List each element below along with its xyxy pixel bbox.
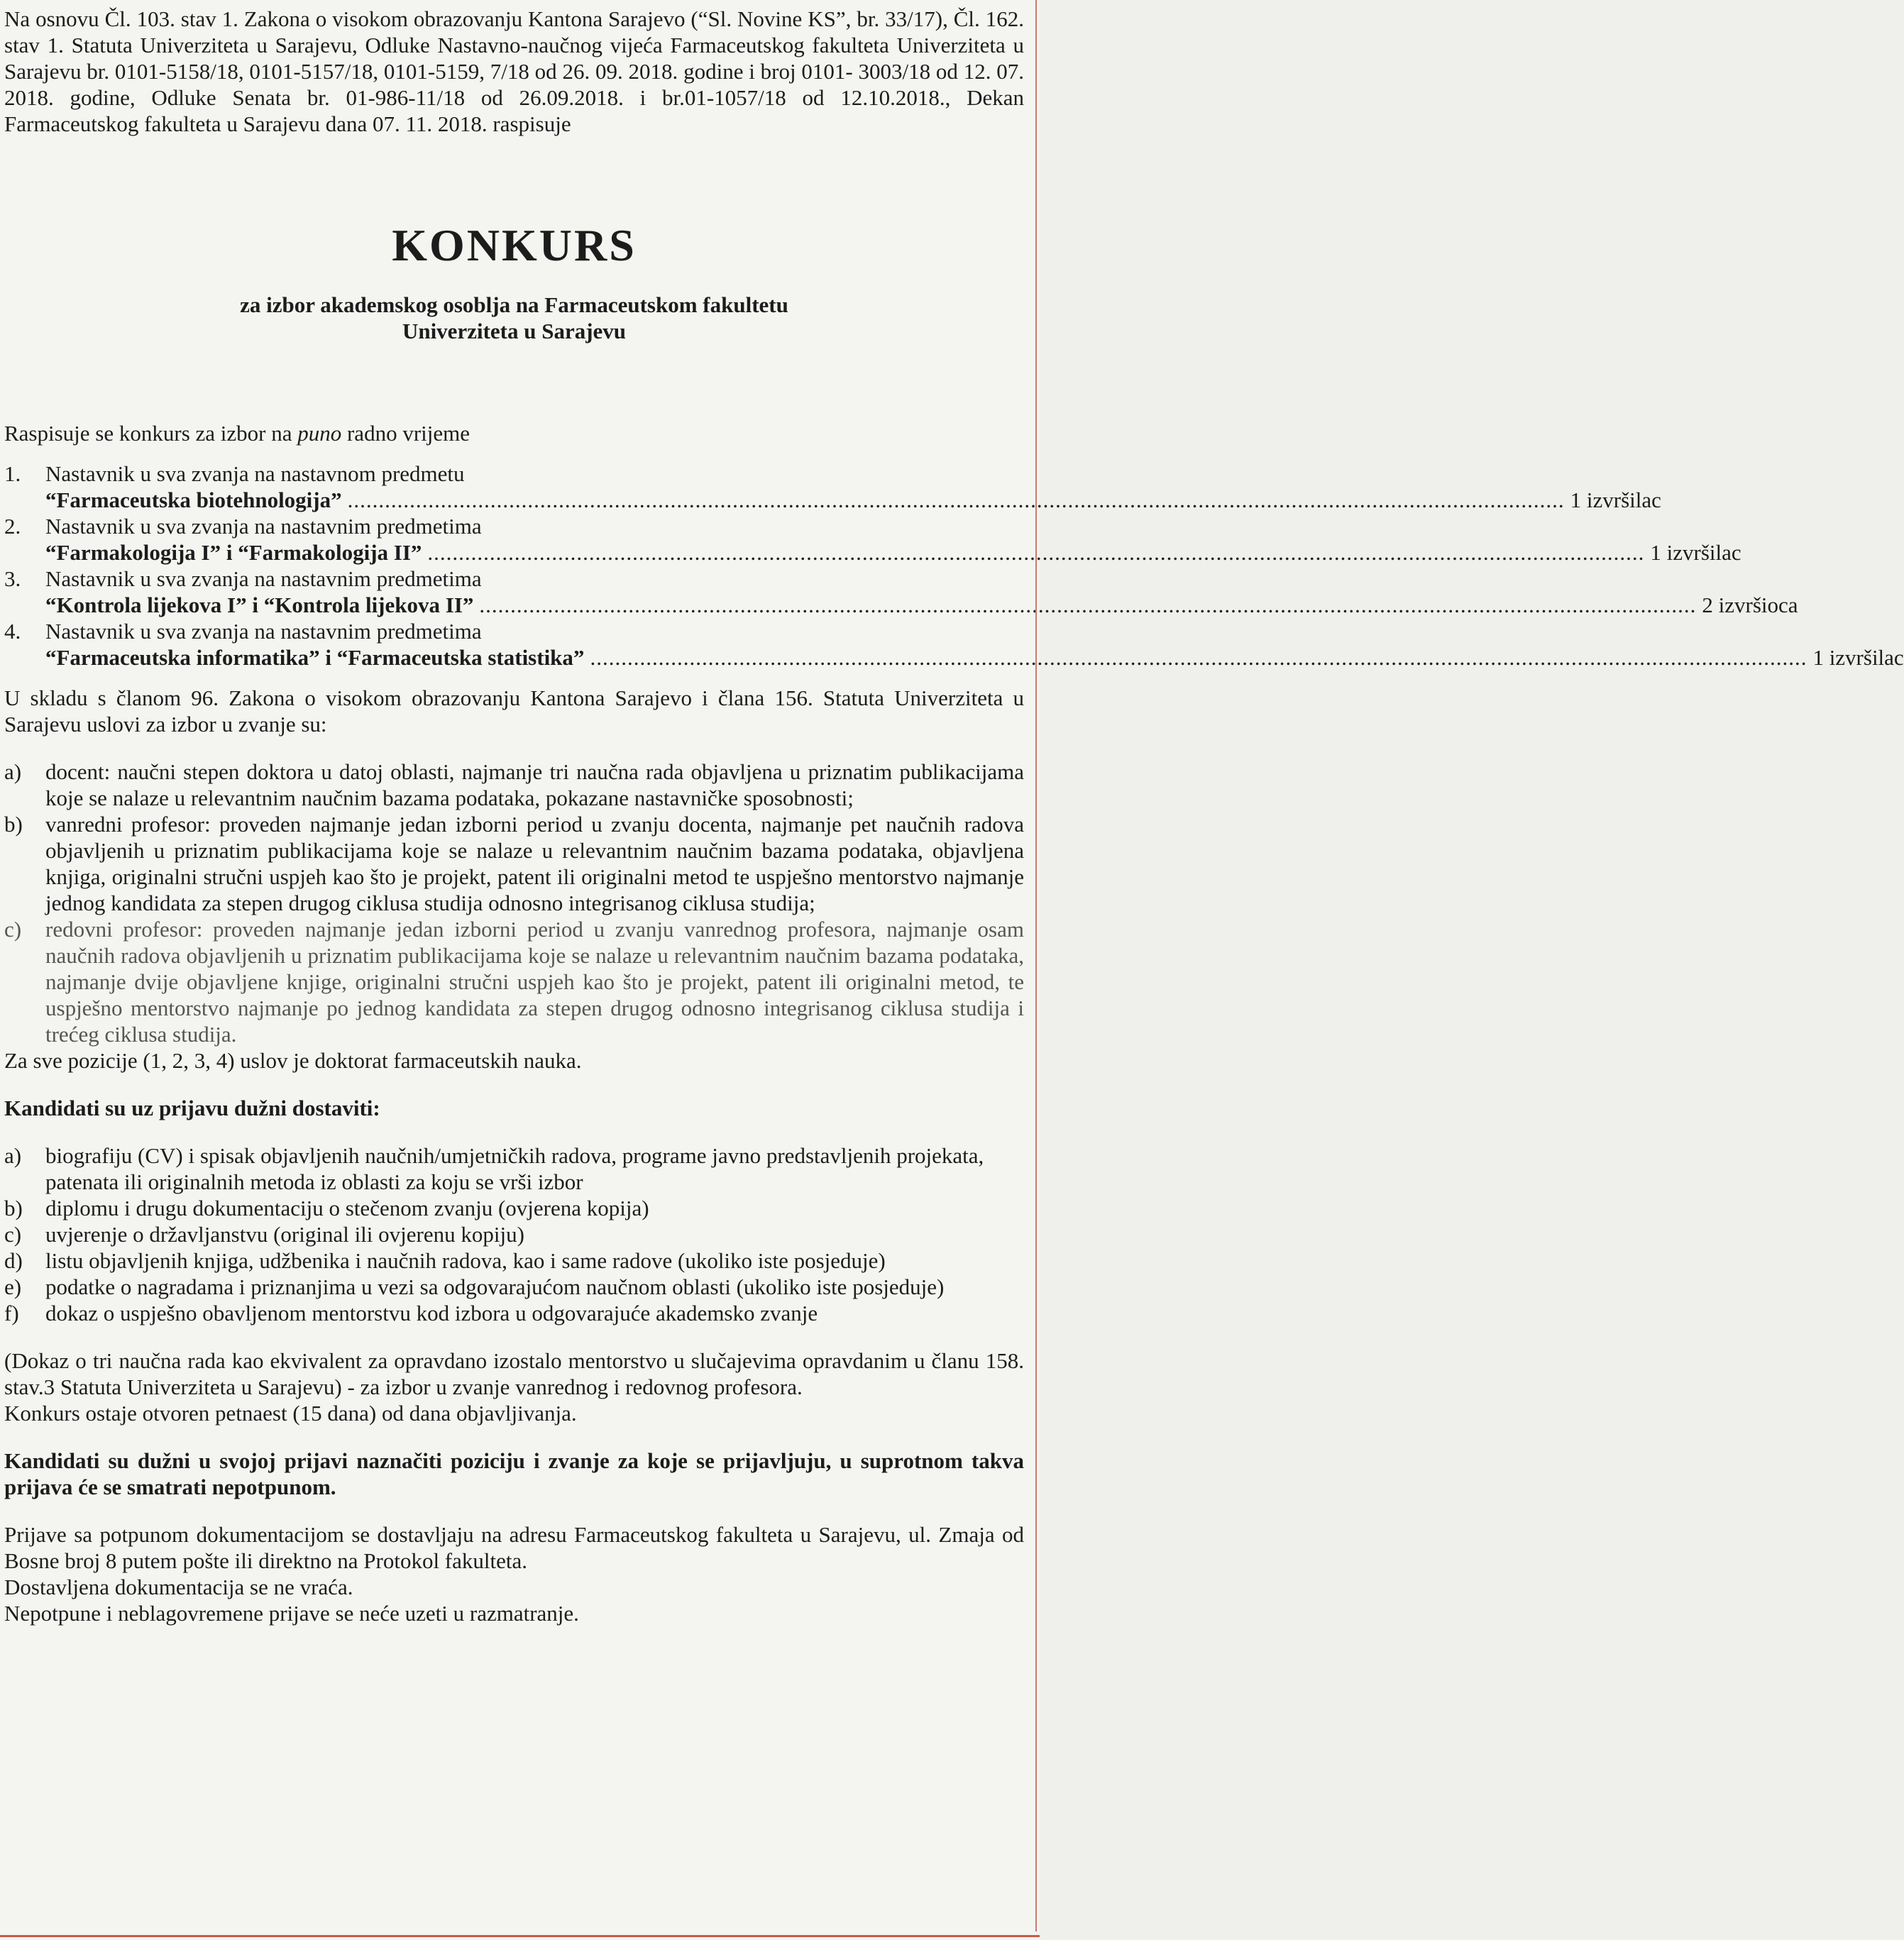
position-number: 2. <box>4 514 21 539</box>
position-body <box>45 618 1904 671</box>
document-item <box>4 1300 1024 1326</box>
condition-text: vanredni profesor: proveden najmanje jedan izborni period u zvanju docenta, najmanje pet naučnih radova objavljenih u priznatim publikacijama koje se nalaze u relevantnim naučnim bazama podataka, objavljena knjiga, originalni stručni uspjeh kao što je projekt, patent ili originalni metod te uspješno mentorstvo najmanje jednog kandidata za stepen drugog ciklusa studija odnosno integrisanog ciklusa studija; <box>45 812 1024 915</box>
condition-letter: a) <box>4 759 22 784</box>
dot-leader <box>348 487 1565 513</box>
contest-type-line <box>4 420 1024 446</box>
evidence-note: (Dokaz o tri naučna rada kao ekvivalent za opravdano izostalo mentorstvo u slučajevima opravdanim u članu 158. stav.3 Statuta Univerziteta u Sarajevu) - za izbor u zvanje vanrednog i redovnog profesora. <box>4 1348 1024 1399</box>
position-subject: “Farmaceutska biotehnologija” <box>45 487 342 512</box>
document-letter: b) <box>4 1196 23 1220</box>
document-text: listu objavljenih knjiga, udžbenika i naučnih radova, kao i same radove (ukoliko iste posjeduje) <box>45 1248 886 1273</box>
documents-not-returned: Dostavljena dokumentacija se ne vraća. <box>4 1575 353 1599</box>
condition-text: redovni profesor: proveden najmanje jedan izborni period u zvanju vanrednog profesora, najmanje osam naučnih radova objavljenih u priznatim publikacijama koje se nalaze u relevantnim naučnim bazama podataka, najmanje dvije objavljene knjige, originalni stručni uspjeh kao što je projekt, patent ili originalni metod, te uspješno mentorstvo najmanje po jednog kandidata za stepen drugog odnosno integrisanog ciklusa studija i trećeg ciklusa studija. <box>45 917 1024 1047</box>
document-text: diplomu i drugu dokumentaciju o stečenom zvanju (ovjerena kopija) <box>45 1196 649 1220</box>
position-subject-row <box>45 644 1904 671</box>
condition-letter: b) <box>4 812 23 837</box>
condition-item-docent <box>4 759 1024 811</box>
contest-type-emphasis: puno <box>297 421 342 446</box>
document-item <box>4 1221 1024 1247</box>
position-number: 1. <box>4 461 21 486</box>
position-description: Nastavnik u sva zvanja na nastavnom predmetu <box>45 461 465 486</box>
evidence-note-block <box>4 1347 1024 1426</box>
positions-list <box>4 461 1904 671</box>
position-description: Nastavnik u sva zvanja na nastavnim predmetima <box>45 566 482 591</box>
document-item <box>4 1274 1024 1300</box>
document-letter: a) <box>4 1143 22 1168</box>
document-text: biografiju (CV) i spisak objavljenih naučnih/umjetničkih radova, programe javno predstavljenih projekata, patenata ili originalnih metoda iz oblasti za koju se vrši izbor <box>45 1143 984 1194</box>
document-title: KONKURS <box>392 220 637 270</box>
position-subject-row <box>45 487 1661 513</box>
required-documents-list <box>4 1142 1024 1326</box>
position-number: 4. <box>4 619 21 644</box>
position-subject: “Farmakologija I” i “Farmakologija II” <box>45 540 422 565</box>
subtitle-line-2: Univerziteta u Sarajevu <box>402 319 627 343</box>
document-text: dokaz o uspješno obavljenom mentorstvu kod izbora u odgovarajuće akademsko zvanje <box>45 1301 818 1326</box>
position-count: 2 izvršioca <box>1702 593 1798 617</box>
subtitle-line-1: za izbor akademskog osoblja na Farmaceutskom fakultetu <box>240 292 788 317</box>
position-body <box>45 461 1661 513</box>
position-item-3 <box>4 566 1798 618</box>
position-description: Nastavnik u sva zvanja na nastavnim predmetima <box>45 619 482 644</box>
position-number: 3. <box>4 566 21 591</box>
condition-item-vanredni <box>4 811 1024 916</box>
position-subject-row <box>45 539 1741 566</box>
application-warning: Kandidati su dužni u svojoj prijavi naznačiti poziciju i zvanje za koje se prijavljuju, u suprotnom takva prijava će se smatrati nepotpunom. <box>4 1448 1024 1499</box>
contest-type-before: Raspisuje se konkurs za izbor na <box>4 421 298 446</box>
position-item-1 <box>4 461 1661 513</box>
document-letter: f) <box>4 1301 19 1326</box>
condition-item-redovni <box>4 916 1024 1047</box>
document-item <box>4 1247 1024 1274</box>
document-text: uvjerenje o državljanstvu (original ili ovjerenu kopiju) <box>45 1222 524 1247</box>
open-period-note: Konkurs ostaje otvoren petnaest (15 dana) od dana objavljivanja. <box>4 1401 577 1426</box>
required-documents-heading: Kandidati su uz prijavu dužni dostaviti: <box>4 1096 380 1120</box>
submission-address: Prijave sa potpunom dokumentacijom se dostavljaju na adresu Farmaceutskog fakulteta u Sarajevu, ul. Zmaja od Bosne broj 8 putem pošte ili direktno na Protokol fakulteta. <box>4 1522 1024 1573</box>
document-letter: e) <box>4 1274 22 1299</box>
document-letter: c) <box>4 1222 22 1247</box>
position-subject: “Kontrola lijekova I” i “Kontrola lijekova II” <box>45 593 474 617</box>
position-count: 1 izvršilac <box>1650 540 1741 565</box>
position-description: Nastavnik u sva zvanja na nastavnim predmetima <box>45 514 482 539</box>
conditions-list <box>4 759 1024 1047</box>
position-item-2 <box>4 513 1741 566</box>
bottom-border-line <box>0 1935 1040 1937</box>
conditions-intro: U skladu s članom 96. Zakona o visokom obrazovanju Kantona Sarajevo i člana 156. Statuta Univerziteta u Sarajevu uslovi za izbor u zvanje su: <box>4 685 1024 737</box>
dot-leader <box>590 644 1807 671</box>
position-item-4 <box>4 618 1904 671</box>
intro-paragraph: Na osnovu Čl. 103. stav 1. Zakona o visokom obrazovanju Kantona Sarajevo (“Sl. Novine KS”, br. 33/17), Čl. 162. stav 1. Statuta Univerziteta u Sarajevu, Odluke Nastavno-naučnog vijeća Farmaceutskog fakulteta Univerziteta u Sarajevu br. 0101-5158/18, 0101-5157/18, 0101-5159, 7/18 od 26. 09. 2018. godine i broj 0101- 3003/18 od 12. 07. 2018. godine, Odluke Senata br. 01-986-11/18 od 26.09.2018. i br.01-1057/18 od 12.10.2018., Dekan Farmaceutskog fakulteta u Sarajevu dana 07. 11. 2018. raspisuje <box>4 6 1024 136</box>
position-count: 1 izvršilac <box>1812 645 1904 670</box>
contest-type-after: radno vrijeme <box>341 421 470 446</box>
position-body <box>45 513 1741 566</box>
position-subject-row <box>45 592 1798 618</box>
dot-leader <box>479 592 1696 618</box>
position-count: 1 izvršilac <box>1570 487 1661 512</box>
incomplete-applications-note: Nepotpune i neblagovremene prijave se neće uzeti u razmatranje. <box>4 1601 579 1626</box>
document-letter: d) <box>4 1248 23 1273</box>
doctorate-note: Za sve pozicije (1, 2, 3, 4) uslov je doktorat farmaceutskih nauka. <box>4 1048 582 1073</box>
document-item <box>4 1142 1024 1195</box>
condition-text: docent: naučni stepen doktora u datoj oblasti, najmanje tri naučna rada objavljena u priznatim publikacijama koje se nalaze u relevantnim naučnim bazama podataka, pokazane nastavničke sposobnosti; <box>45 759 1024 810</box>
document-text: podatke o nagradama i priznanjima u vezi sa odgovarajućom naučnom oblasti (ukoliko iste posjeduje) <box>45 1274 945 1299</box>
right-border-line <box>1035 0 1037 1931</box>
condition-letter: c) <box>4 917 22 942</box>
position-body <box>45 566 1798 618</box>
position-subject: “Farmaceutska informatika” i “Farmaceutska statistika” <box>45 645 585 670</box>
document-item <box>4 1195 1024 1221</box>
